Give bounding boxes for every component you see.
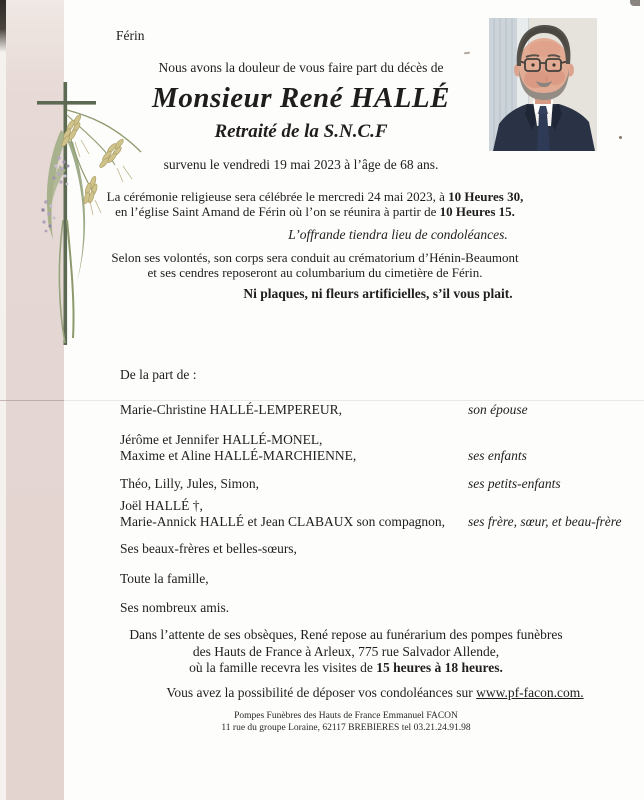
intro-line: Nous avons la douleur de vous faire part du décès de (158, 60, 444, 75)
death-date-line: survenu le vendredi 19 mai 2023 à l’âge de 68 ans. (163, 157, 439, 172)
scan-speck (619, 136, 622, 139)
family-entry (120, 432, 632, 464)
location-header: Férin (116, 28, 145, 43)
relation-label: ses frère, sœur, et beau-frère (468, 514, 622, 529)
visiting-hours: 15 heures à 18 heures. (376, 660, 503, 675)
family-names: Toute la famille, (120, 571, 209, 586)
family-entry (120, 402, 632, 418)
relation-label: ses enfants (468, 448, 527, 463)
wishes-lines (85, 251, 545, 280)
notice-line2: des Hauts de France à Arleux, 775 rue Salvador Allende, (192, 643, 500, 659)
notice-line1: Dans l’attente de ses obsèques, René repose au funérarium des pompes funèbres (129, 627, 563, 642)
deceased-title: Retraité de la S.N.C.F (214, 121, 388, 142)
family-entry (120, 498, 632, 530)
family-heading: De la part de : (120, 367, 197, 382)
family-entry (120, 571, 632, 587)
relation-label: ses petits-enfants (468, 476, 561, 491)
scan-speck (464, 52, 470, 55)
family-names: Joël HALLÉ †, Marie-Annick HALLÉ et Jean CLABAUX son compagnon, (120, 498, 446, 529)
deceased-name: Monsieur René HALLÉ (152, 82, 450, 114)
wishes-line2: et ses cendres reposeront au columbarium du cimetière de Férin. (147, 264, 483, 280)
funeral-home-notice (90, 627, 602, 677)
family-names: Théo, Lilly, Jules, Simon, (120, 476, 259, 491)
family-entry (120, 476, 632, 492)
scan-speck (630, 0, 640, 6)
no-flowers-line: Ni plaques, ni fleurs artificielles, s’il vous plait. (243, 286, 513, 301)
relation-label: son épouse (468, 402, 528, 417)
ceremony-line1: La cérémonie religieuse sera célébrée le mercredi 24 mai 2023, à (106, 189, 449, 204)
ceremony-time2: 10 Heures 15. (439, 204, 515, 219)
family-names: Ses nombreux amis. (120, 600, 230, 615)
paper-fold-line (0, 400, 644, 401)
condolences-website-url: www.pf-facon.com. (476, 685, 584, 700)
scan-corner-shadow (0, 0, 6, 52)
condolences-text: Vous avez la possibilité de déposer vos condoléances sur (166, 685, 477, 700)
ceremony-details (85, 189, 545, 219)
ceremony-time1: 10 Heures 30, (448, 189, 524, 204)
family-names: Ses beaux-frères et belles-sœurs, (120, 541, 297, 556)
condolences-line (147, 685, 603, 701)
wishes-line1: Selon ses volontés, son corps sera conduit au crématorium d’Hénin-Beaumont (111, 250, 519, 265)
funeral-home-footer (90, 710, 602, 734)
offering-line: L’offrande tiendra lieu de condoléances. (288, 227, 508, 242)
ceremony-line2: en l’église Saint Amand de Férin où l’on se réunira à partir de (115, 204, 440, 219)
family-entry (120, 541, 632, 557)
family-names: Jérôme et Jennifer HALLÉ-MONEL, Maxime et Aline HALLÉ-MARCHIENNE, (120, 432, 357, 463)
family-entry (120, 600, 632, 616)
funeral-home-name: Pompes Funèbres des Hauts de France Emmanuel FACON (234, 711, 458, 721)
funeral-home-address: 11 rue du groupe Loraine, 62117 BREBIERES tel 03.21.24.91.98 (221, 723, 471, 733)
notice-line3: où la famille recevra les visites de (189, 660, 377, 675)
family-names: Marie-Christine HALLÉ-LEMPEREUR, (120, 402, 342, 417)
